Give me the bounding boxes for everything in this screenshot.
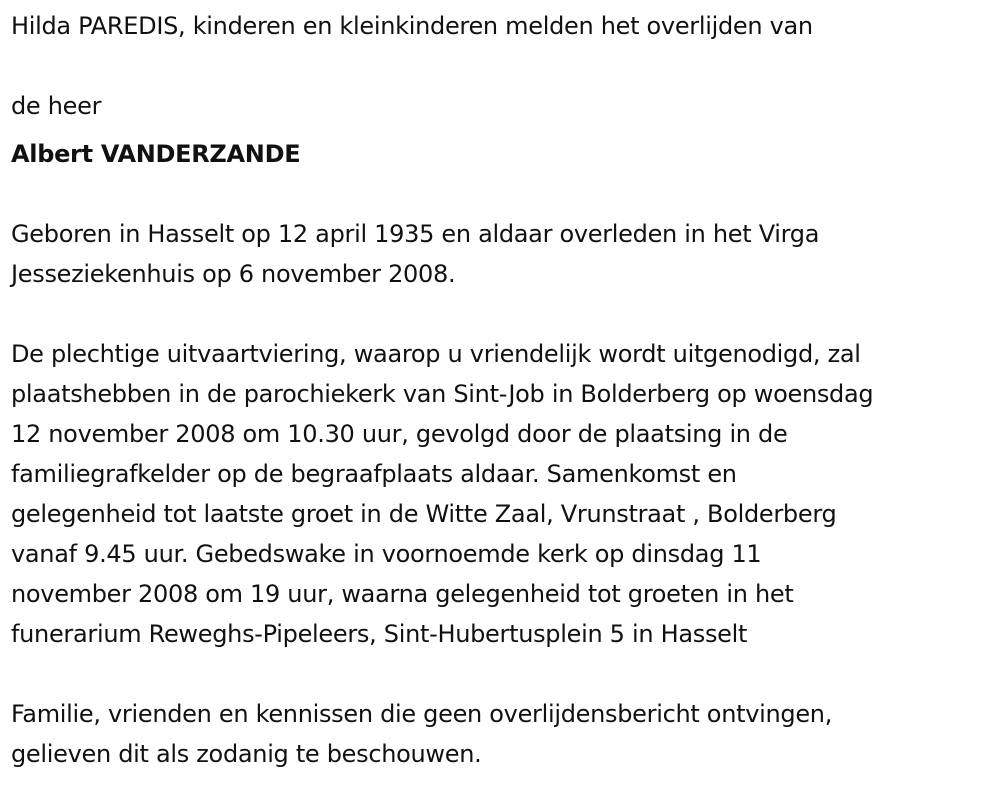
paragraph-line: november 2008 om 19 uur, waarna gelegenheid tot groeten in het (11, 580, 794, 608)
honorific: de heer (11, 92, 102, 120)
paragraph-line: Geboren in Hasselt op 12 april 1935 en aldaar overleden in het Virga (11, 220, 820, 248)
paragraph-line: gelegenheid tot laatste groet in de Witte Zaal, Vrunstraat , Bolderberg (11, 500, 837, 528)
paragraph-line: plaatshebben in de parochiekerk van Sint-Job in Bolderberg op woensdag (11, 380, 874, 408)
funeral-paragraph (11, 334, 873, 654)
paragraph-line: familiegrafkelder op de begraafplaats aldaar. Samenkomst en (11, 460, 737, 488)
closing-paragraph (11, 694, 832, 774)
deceased-name: Albert VANDERZANDE (11, 140, 301, 168)
paragraph-line: vanaf 9.45 uur. Gebedswake in voornoemde kerk op dinsdag 11 (11, 540, 762, 568)
intro-line: Hilda PAREDIS, kinderen en kleinkinderen melden het overlijden van (11, 12, 813, 40)
paragraph-line: De plechtige uitvaartviering, waarop u vriendelijk wordt uitgenodigd, zal (11, 340, 861, 368)
paragraph-line: Jesseziekenhuis op 6 november 2008. (11, 260, 456, 288)
paragraph-line: gelieven dit als zodanig te beschouwen. (11, 740, 482, 768)
birth-death-paragraph (11, 214, 819, 294)
paragraph-line: funerarium Reweghs-Pipeleers, Sint-Hubertusplein 5 in Hasselt (11, 620, 748, 648)
paragraph-line: 12 november 2008 om 10.30 uur, gevolgd door de plaatsing in de (11, 420, 788, 448)
paragraph-line: Familie, vrienden en kennissen die geen overlijdensbericht ontvingen, (11, 700, 833, 728)
